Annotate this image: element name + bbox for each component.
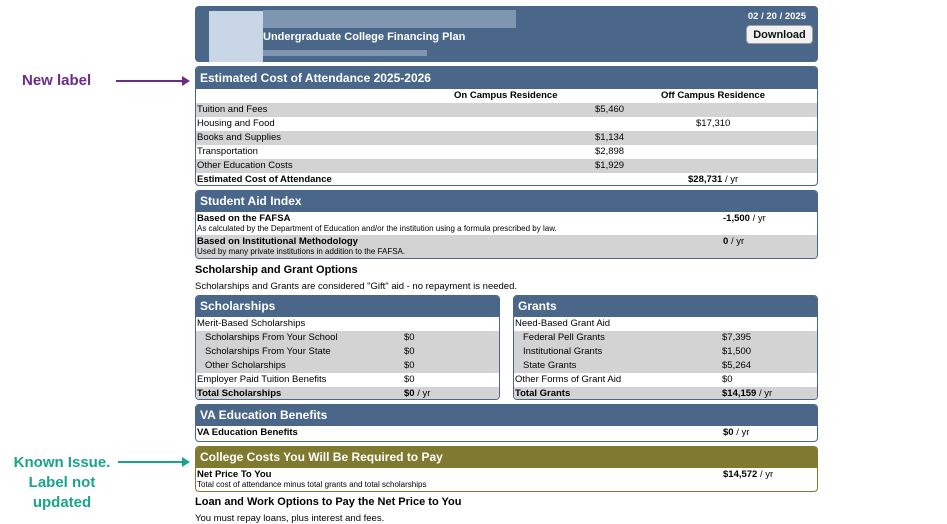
redacted-school-name — [263, 10, 516, 28]
coa-total-row — [196, 173, 817, 186]
va-benefits-label: VA Education Benefits — [197, 427, 298, 438]
coa-row-on-value: $2,898 — [595, 146, 625, 157]
school-logo — [209, 11, 263, 62]
grant-row-value: $5,264 — [722, 360, 752, 371]
total-scholarships-row — [196, 387, 499, 400]
grant-row — [514, 345, 817, 359]
coa-row — [196, 131, 817, 145]
net-price-per-yr: / yr — [759, 469, 774, 480]
scholarship-grant-text: Scholarships and Grants are considered "Gift" aid - no repayment is needed. — [195, 281, 518, 292]
grant-row-value: $1,500 — [722, 346, 752, 357]
coa-row-on-value: $1,134 — [595, 132, 625, 143]
scholarship-grant-heading: Scholarship and Grant Options — [195, 264, 358, 276]
coa-total-value: $28,731 — [688, 174, 723, 185]
sai-fafsa-value: -1,500 — [723, 213, 750, 224]
coa-row-label: Housing and Food — [197, 118, 275, 129]
sai-fafsa-per-yr: / yr — [752, 213, 766, 224]
grants-section — [513, 295, 818, 400]
loan-work-heading: Loan and Work Options to Pay the Net Price to You — [195, 496, 462, 508]
sai-institutional-row — [196, 235, 817, 258]
sai-institutional-label: Based on Institutional Methodology — [197, 236, 358, 247]
coa-row-label: Other Education Costs — [197, 160, 293, 171]
total-scholarships-label: Total Scholarships — [197, 388, 282, 399]
scholarship-row — [196, 331, 499, 345]
va-benefits-title: VA Education Benefits — [196, 405, 817, 426]
total-grants-per-yr: / yr — [758, 388, 773, 399]
grants-title: Grants — [514, 296, 817, 317]
other-grant-aid-row — [514, 373, 817, 387]
coa-row-on-value: $5,460 — [595, 104, 625, 115]
grant-row-label: Federal Pell Grants — [523, 332, 605, 343]
page-title: Undergraduate College Financing Plan — [263, 31, 466, 43]
grant-row-label: State Grants — [523, 360, 577, 371]
net-price-title: College Costs You Will Be Required to Pay — [196, 447, 817, 468]
grant-row-label: Institutional Grants — [523, 346, 603, 357]
net-price-label: Net Price To You — [197, 469, 272, 480]
scholarships-section — [195, 295, 500, 400]
employer-benefits-label: Employer Paid Tuition Benefits — [197, 374, 327, 385]
scholarship-row — [196, 359, 499, 373]
student-aid-index-section — [195, 190, 818, 259]
coa-total-label: Estimated Cost of Attendance — [197, 174, 332, 185]
scholarship-row-value: $0 — [404, 332, 415, 343]
coa-row — [196, 117, 817, 131]
student-aid-index-title: Student Aid Index — [196, 191, 817, 212]
va-benefits-row — [196, 426, 817, 440]
coa-row — [196, 159, 817, 173]
coa-row-label: Books and Supplies — [197, 132, 281, 143]
annotation-arrow-known-issue — [118, 461, 188, 463]
sai-institutional-description: Used by many private institutions in addition to the FAFSA. — [197, 247, 406, 256]
net-price-section — [195, 446, 818, 492]
employer-benefits-row — [196, 373, 499, 387]
scholarship-row-label: Scholarships From Your School — [205, 332, 338, 343]
grant-row-value: $7,395 — [722, 332, 752, 343]
cost-of-attendance-title: Estimated Cost of Attendance 2025-2026 — [196, 67, 817, 89]
annotation-arrow-new-label — [116, 80, 188, 82]
other-grant-aid-label: Other Forms of Grant Aid — [515, 374, 622, 385]
scholarship-row-value: $0 — [404, 360, 415, 371]
sai-fafsa-description: As calculated by the Department of Education and/or the institution using a formula prescribed by law. — [197, 224, 557, 233]
scholarships-group-label: Merit-Based Scholarships — [197, 318, 306, 329]
header-date: 02 / 20 / 2025 — [747, 11, 806, 22]
coa-col-off-campus: Off Campus Residence — [661, 90, 765, 101]
employer-benefits-value: $0 — [404, 374, 415, 385]
redacted-subtitle — [263, 50, 427, 56]
va-benefits-value: $0 — [723, 427, 734, 438]
coa-row — [196, 103, 817, 117]
scholarship-row-value: $0 — [404, 346, 415, 357]
va-benefits-section — [195, 404, 818, 442]
sai-fafsa-label: Based on the FAFSA — [197, 213, 291, 224]
other-grant-aid-value: $0 — [722, 374, 733, 385]
coa-col-on-campus: On Campus Residence — [454, 90, 558, 101]
scholarships-title: Scholarships — [196, 296, 499, 317]
coa-row-label: Tuition and Fees — [197, 104, 268, 115]
sai-fafsa-row — [196, 212, 817, 235]
sai-institutional-value: 0 — [723, 236, 729, 247]
total-grants-label: Total Grants — [515, 388, 571, 399]
va-benefits-per-yr: / yr — [736, 427, 750, 438]
coa-row-off-value: $17,310 — [696, 118, 731, 129]
loan-work-text: You must repay loans, plus interest and fees. — [195, 513, 385, 524]
coa-per-yr: / yr — [724, 174, 739, 185]
page-header — [195, 6, 818, 62]
total-scholarships-value: $0 — [404, 388, 415, 399]
scholarship-row-label: Other Scholarships — [205, 360, 286, 371]
total-grants-row — [514, 387, 817, 400]
cost-of-attendance-section — [195, 66, 818, 186]
grant-row — [514, 359, 817, 373]
scholarship-row — [196, 345, 499, 359]
download-button[interactable]: Download — [746, 25, 813, 44]
sai-institutional-per-yr: / yr — [730, 236, 745, 247]
annotation-known-issue-line-2: Label not — [28, 474, 96, 491]
annotation-known-issue-line-3: updated — [32, 494, 92, 511]
net-price-row — [196, 468, 817, 489]
annotation-new-label: New label — [22, 72, 92, 89]
total-scholarships-per-yr: / yr — [417, 388, 431, 399]
coa-row-on-value: $1,929 — [595, 160, 625, 171]
grant-row — [514, 331, 817, 345]
coa-row-label: Transportation — [197, 146, 258, 157]
annotation-known-issue — [6, 453, 118, 513]
net-price-description: Total cost of attendance minus total grants and total scholarships — [197, 480, 427, 489]
coa-column-headers — [196, 89, 817, 103]
grants-group-label: Need-Based Grant Aid — [515, 318, 611, 329]
net-price-value: $14,572 — [723, 469, 758, 480]
scholarship-row-label: Scholarships From Your State — [205, 346, 331, 357]
annotation-known-issue-line-1: Known Issue. — [13, 454, 111, 471]
total-grants-value: $14,159 — [722, 388, 757, 399]
coa-row — [196, 145, 817, 159]
